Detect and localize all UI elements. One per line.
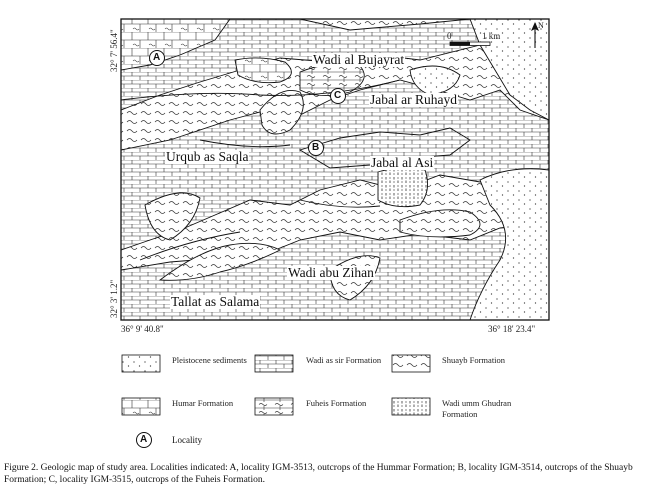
scale-bar [450,42,490,46]
legend-label-locality: Locality [172,435,202,445]
place-urqub-as-saqla: Urqub as Saqla [166,149,249,164]
unit-wadi-umm-ghudran [378,168,428,207]
place-tallat-as-salama: Tallat as Salama [171,294,260,309]
lat-bottom-label: 32° 3' 1.2" [109,279,119,318]
lat-top-label: 32° 7' 56.4" [109,29,119,72]
figure-caption: Figure 2. Geologic map of study area. Localities indicated: A, locality IGM-3513, outcrops of the Hummar Formation; B, locality IGM-3514, outcrops of the Shuayb Formation; C, locality IGM-3515, outcrops of the Fuheis Formation. [4,463,633,485]
legend-label-wadi-umm-ghudran: Wadi umm Ghudran Formation [442,398,512,419]
place-jabal-ar-ruhayd: Jabal ar Ruhayd [370,92,457,107]
locality-label-a: A [153,52,161,63]
place-wadi-abu-zihan: Wadi abu Zihan [288,265,374,280]
locality-label-c: C [334,90,342,101]
lon-right-label: 36° 18' 23.4" [488,324,536,334]
scale-end-label: 1 km [482,31,501,41]
scale-start-label: 0 [447,31,452,41]
legend-label-wadi-as-sir: Wadi as sir Formation [306,355,382,365]
legend-label-humar: Humar Formation [172,398,234,408]
place-jabal-al-asi: Jabal al Asi [371,155,434,170]
north-arrow-label: N [538,21,544,30]
legend-swatches [122,355,430,448]
lon-left-label: 36° 9' 40.8" [121,324,164,334]
locality-label-b: B [312,142,320,153]
legend-label-pleistocene: Pleistocene sediments [172,355,247,365]
place-wadi-al-bujayrat: Wadi al Bujayrat [313,52,405,67]
legend-label-shuayb: Shuayb Formation [442,355,506,365]
legend-label-fuheis: Fuheis Formation [306,398,367,408]
legend-locality-symbol: A [140,434,148,445]
